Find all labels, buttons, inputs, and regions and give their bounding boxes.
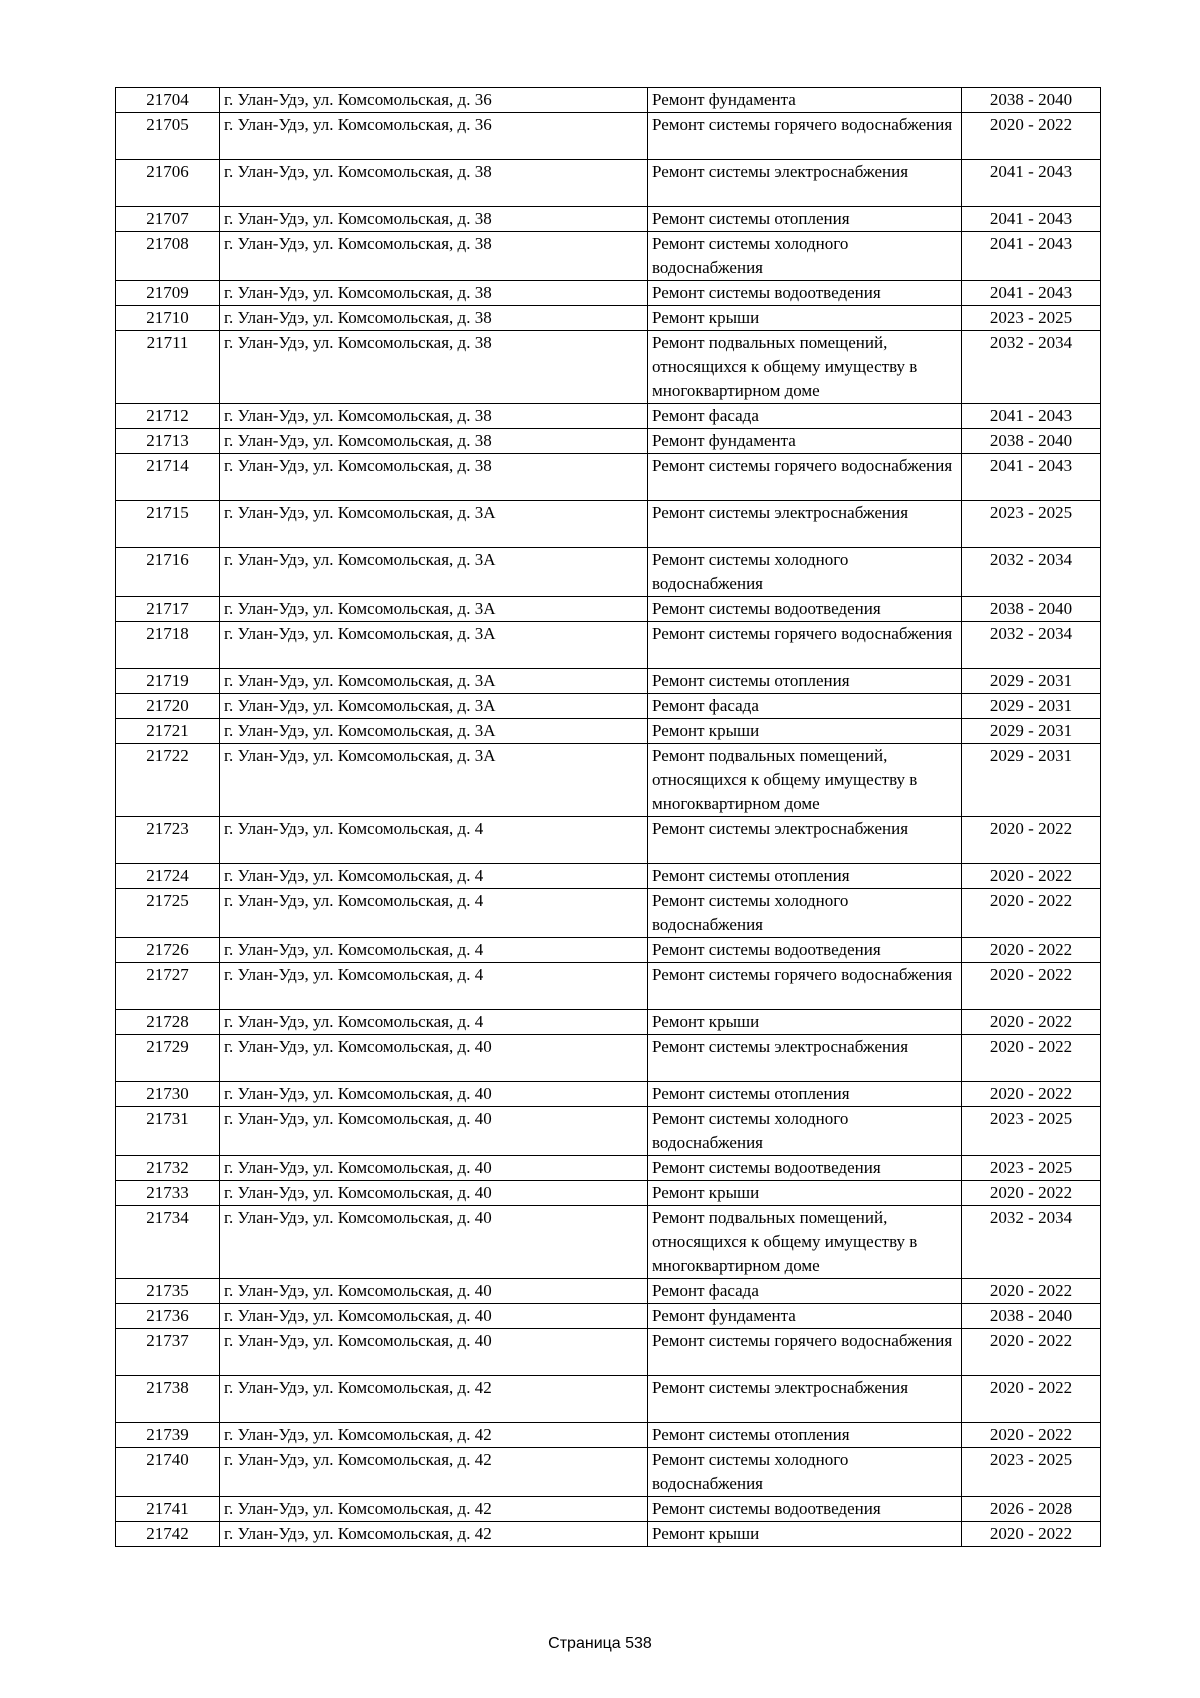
row-number-cell: 21704 [116,88,220,113]
table-row [116,331,1101,404]
row-number-cell: 21716 [116,548,220,597]
address-cell: г. Улан-Удэ, ул. Комсомольская, д. 40 [220,1304,648,1329]
work-type-cell: Ремонт системы холодного водоснабжения [648,1107,962,1156]
row-number-cell: 21732 [116,1156,220,1181]
address-cell: г. Улан-Удэ, ул. Комсомольская, д. 3А [220,501,648,548]
period-cell: 2023 - 2025 [962,1156,1101,1181]
work-type-cell: Ремонт фундамента [648,88,962,113]
period-cell: 2029 - 2031 [962,744,1101,817]
address-cell: г. Улан-Удэ, ул. Комсомольская, д. 4 [220,889,648,938]
work-type-cell: Ремонт крыши [648,306,962,331]
row-number-cell: 21710 [116,306,220,331]
table-body [116,88,1101,1547]
address-cell: г. Улан-Удэ, ул. Комсомольская, д. 3А [220,622,648,669]
work-type-cell: Ремонт системы отопления [648,207,962,232]
period-cell: 2041 - 2043 [962,454,1101,501]
row-number-cell: 21736 [116,1304,220,1329]
period-cell: 2038 - 2040 [962,1304,1101,1329]
work-type-cell: Ремонт подвальных помещений, относящихся к общему имуществу в многоквартирном доме [648,744,962,817]
row-number-cell: 21717 [116,597,220,622]
address-cell: г. Улан-Удэ, ул. Комсомольская, д. 3А [220,597,648,622]
table-row [116,1035,1101,1082]
address-cell: г. Улан-Удэ, ул. Комсомольская, д. 38 [220,429,648,454]
row-number-cell: 21739 [116,1423,220,1448]
work-type-cell: Ремонт системы горячего водоснабжения [648,963,962,1010]
table-row [116,963,1101,1010]
table-row [116,281,1101,306]
period-cell: 2023 - 2025 [962,306,1101,331]
table-row [116,864,1101,889]
period-cell: 2038 - 2040 [962,88,1101,113]
row-number-cell: 21715 [116,501,220,548]
row-number-cell: 21725 [116,889,220,938]
work-type-cell: Ремонт системы отопления [648,864,962,889]
address-cell: г. Улан-Удэ, ул. Комсомольская, д. 38 [220,281,648,306]
period-cell: 2020 - 2022 [962,1329,1101,1376]
row-number-cell: 21737 [116,1329,220,1376]
address-cell: г. Улан-Удэ, ул. Комсомольская, д. 42 [220,1522,648,1547]
row-number-cell: 21740 [116,1448,220,1497]
table-row [116,501,1101,548]
period-cell: 2020 - 2022 [962,1423,1101,1448]
address-cell: г. Улан-Удэ, ул. Комсомольская, д. 42 [220,1423,648,1448]
row-number-cell: 21722 [116,744,220,817]
work-type-cell: Ремонт крыши [648,1522,962,1547]
row-number-cell: 21719 [116,669,220,694]
work-type-cell: Ремонт системы электроснабжения [648,1376,962,1423]
row-number-cell: 21730 [116,1082,220,1107]
period-cell: 2020 - 2022 [962,1035,1101,1082]
address-cell: г. Улан-Удэ, ул. Комсомольская, д. 36 [220,88,648,113]
row-number-cell: 21742 [116,1522,220,1547]
period-cell: 2020 - 2022 [962,1181,1101,1206]
table-row [116,1279,1101,1304]
work-type-cell: Ремонт системы водоотведения [648,281,962,306]
table-row [116,1181,1101,1206]
period-cell: 2020 - 2022 [962,1522,1101,1547]
table-row [116,597,1101,622]
address-cell: г. Улан-Удэ, ул. Комсомольская, д. 36 [220,113,648,160]
period-cell: 2020 - 2022 [962,864,1101,889]
period-cell: 2023 - 2025 [962,501,1101,548]
work-type-cell: Ремонт системы горячего водоснабжения [648,1329,962,1376]
row-number-cell: 21734 [116,1206,220,1279]
work-type-cell: Ремонт системы горячего водоснабжения [648,622,962,669]
period-cell: 2029 - 2031 [962,694,1101,719]
table-row [116,1010,1101,1035]
address-cell: г. Улан-Удэ, ул. Комсомольская, д. 40 [220,1156,648,1181]
work-type-cell: Ремонт фасада [648,694,962,719]
work-type-cell: Ремонт системы водоотведения [648,597,962,622]
row-number-cell: 21709 [116,281,220,306]
row-number-cell: 21706 [116,160,220,207]
table-row [116,744,1101,817]
row-number-cell: 21720 [116,694,220,719]
period-cell: 2020 - 2022 [962,817,1101,864]
row-number-cell: 21705 [116,113,220,160]
table-row [116,1329,1101,1376]
period-cell: 2032 - 2034 [962,622,1101,669]
table-row [116,719,1101,744]
period-cell: 2023 - 2025 [962,1107,1101,1156]
row-number-cell: 21708 [116,232,220,281]
period-cell: 2041 - 2043 [962,232,1101,281]
address-cell: г. Улан-Удэ, ул. Комсомольская, д. 4 [220,864,648,889]
table-row [116,1206,1101,1279]
work-type-cell: Ремонт системы водоотведения [648,938,962,963]
work-type-cell: Ремонт подвальных помещений, относящихся к общему имуществу в многоквартирном доме [648,331,962,404]
work-type-cell: Ремонт системы холодного водоснабжения [648,889,962,938]
row-number-cell: 21733 [116,1181,220,1206]
table-row [116,817,1101,864]
work-type-cell: Ремонт фундамента [648,429,962,454]
table-row [116,889,1101,938]
work-type-cell: Ремонт системы горячего водоснабжения [648,113,962,160]
period-cell: 2020 - 2022 [962,1082,1101,1107]
address-cell: г. Улан-Удэ, ул. Комсомольская, д. 3А [220,744,648,817]
address-cell: г. Улан-Удэ, ул. Комсомольская, д. 40 [220,1082,648,1107]
row-number-cell: 21712 [116,404,220,429]
row-number-cell: 21738 [116,1376,220,1423]
work-type-cell: Ремонт крыши [648,1010,962,1035]
work-type-cell: Ремонт системы отопления [648,1082,962,1107]
repair-schedule-table [115,87,1101,1547]
address-cell: г. Улан-Удэ, ул. Комсомольская, д. 40 [220,1107,648,1156]
period-cell: 2032 - 2034 [962,331,1101,404]
table-row [116,306,1101,331]
period-cell: 2023 - 2025 [962,1448,1101,1497]
work-type-cell: Ремонт фундамента [648,1304,962,1329]
row-number-cell: 21735 [116,1279,220,1304]
period-cell: 2032 - 2034 [962,1206,1101,1279]
work-type-cell: Ремонт фасада [648,404,962,429]
address-cell: г. Улан-Удэ, ул. Комсомольская, д. 4 [220,963,648,1010]
row-number-cell: 21741 [116,1497,220,1522]
address-cell: г. Улан-Удэ, ул. Комсомольская, д. 42 [220,1497,648,1522]
address-cell: г. Улан-Удэ, ул. Комсомольская, д. 3А [220,669,648,694]
row-number-cell: 21711 [116,331,220,404]
table-row [116,1376,1101,1423]
period-cell: 2020 - 2022 [962,889,1101,938]
period-cell: 2029 - 2031 [962,719,1101,744]
table-row [116,429,1101,454]
work-type-cell: Ремонт системы отопления [648,669,962,694]
row-number-cell: 21731 [116,1107,220,1156]
work-type-cell: Ремонт системы холодного водоснабжения [648,1448,962,1497]
table-row [116,1082,1101,1107]
work-type-cell: Ремонт системы водоотведения [648,1497,962,1522]
row-number-cell: 21718 [116,622,220,669]
row-number-cell: 21713 [116,429,220,454]
address-cell: г. Улан-Удэ, ул. Комсомольская, д. 38 [220,306,648,331]
work-type-cell: Ремонт подвальных помещений, относящихся к общему имуществу в многоквартирном доме [648,1206,962,1279]
address-cell: г. Улан-Удэ, ул. Комсомольская, д. 4 [220,817,648,864]
work-type-cell: Ремонт системы электроснабжения [648,160,962,207]
table-row [116,88,1101,113]
table-row [116,1304,1101,1329]
table-row [116,1107,1101,1156]
work-type-cell: Ремонт системы отопления [648,1423,962,1448]
work-type-cell: Ремонт системы холодного водоснабжения [648,232,962,281]
work-type-cell: Ремонт системы холодного водоснабжения [648,548,962,597]
row-number-cell: 21707 [116,207,220,232]
table-row [116,1156,1101,1181]
address-cell: г. Улан-Удэ, ул. Комсомольская, д. 42 [220,1376,648,1423]
period-cell: 2020 - 2022 [962,113,1101,160]
work-type-cell: Ремонт системы водоотведения [648,1156,962,1181]
row-number-cell: 21727 [116,963,220,1010]
address-cell: г. Улан-Удэ, ул. Комсомольская, д. 4 [220,938,648,963]
table-row [116,548,1101,597]
address-cell: г. Улан-Удэ, ул. Комсомольская, д. 3А [220,548,648,597]
period-cell: 2041 - 2043 [962,207,1101,232]
table-row [116,938,1101,963]
table-row [116,207,1101,232]
row-number-cell: 21728 [116,1010,220,1035]
table-row [116,669,1101,694]
address-cell: г. Улан-Удэ, ул. Комсомольская, д. 40 [220,1181,648,1206]
address-cell: г. Улан-Удэ, ул. Комсомольская, д. 3А [220,719,648,744]
table-row [116,113,1101,160]
address-cell: г. Улан-Удэ, ул. Комсомольская, д. 40 [220,1329,648,1376]
address-cell: г. Улан-Удэ, ул. Комсомольская, д. 42 [220,1448,648,1497]
page-number: Страница 538 [548,1635,652,1652]
table-row [116,1522,1101,1547]
address-cell: г. Улан-Удэ, ул. Комсомольская, д. 38 [220,232,648,281]
period-cell: 2038 - 2040 [962,597,1101,622]
address-cell: г. Улан-Удэ, ул. Комсомольская, д. 38 [220,331,648,404]
period-cell: 2041 - 2043 [962,281,1101,306]
period-cell: 2020 - 2022 [962,1279,1101,1304]
table-row [116,1423,1101,1448]
period-cell: 2026 - 2028 [962,1497,1101,1522]
address-cell: г. Улан-Удэ, ул. Комсомольская, д. 40 [220,1279,648,1304]
row-number-cell: 21723 [116,817,220,864]
work-type-cell: Ремонт системы электроснабжения [648,817,962,864]
work-type-cell: Ремонт крыши [648,1181,962,1206]
address-cell: г. Улан-Удэ, ул. Комсомольская, д. 38 [220,160,648,207]
work-type-cell: Ремонт системы горячего водоснабжения [648,454,962,501]
period-cell: 2041 - 2043 [962,404,1101,429]
table-row [116,1497,1101,1522]
table-row [116,454,1101,501]
address-cell: г. Улан-Удэ, ул. Комсомольская, д. 38 [220,207,648,232]
table-row [116,232,1101,281]
table-row [116,694,1101,719]
table-row [116,160,1101,207]
address-cell: г. Улан-Удэ, ул. Комсомольская, д. 3А [220,694,648,719]
period-cell: 2029 - 2031 [962,669,1101,694]
period-cell: 2032 - 2034 [962,548,1101,597]
period-cell: 2041 - 2043 [962,160,1101,207]
address-cell: г. Улан-Удэ, ул. Комсомольская, д. 38 [220,404,648,429]
address-cell: г. Улан-Удэ, ул. Комсомольская, д. 40 [220,1035,648,1082]
period-cell: 2020 - 2022 [962,963,1101,1010]
row-number-cell: 21714 [116,454,220,501]
period-cell: 2020 - 2022 [962,1376,1101,1423]
work-type-cell: Ремонт системы электроснабжения [648,1035,962,1082]
work-type-cell: Ремонт фасада [648,1279,962,1304]
period-cell: 2038 - 2040 [962,429,1101,454]
period-cell: 2020 - 2022 [962,1010,1101,1035]
row-number-cell: 21721 [116,719,220,744]
address-cell: г. Улан-Удэ, ул. Комсомольская, д. 38 [220,454,648,501]
work-type-cell: Ремонт системы электроснабжения [648,501,962,548]
row-number-cell: 21726 [116,938,220,963]
address-cell: г. Улан-Удэ, ул. Комсомольская, д. 40 [220,1206,648,1279]
table-row [116,1448,1101,1497]
period-cell: 2020 - 2022 [962,938,1101,963]
row-number-cell: 21729 [116,1035,220,1082]
address-cell: г. Улан-Удэ, ул. Комсомольская, д. 4 [220,1010,648,1035]
table-row [116,622,1101,669]
work-type-cell: Ремонт крыши [648,719,962,744]
row-number-cell: 21724 [116,864,220,889]
table-row [116,404,1101,429]
